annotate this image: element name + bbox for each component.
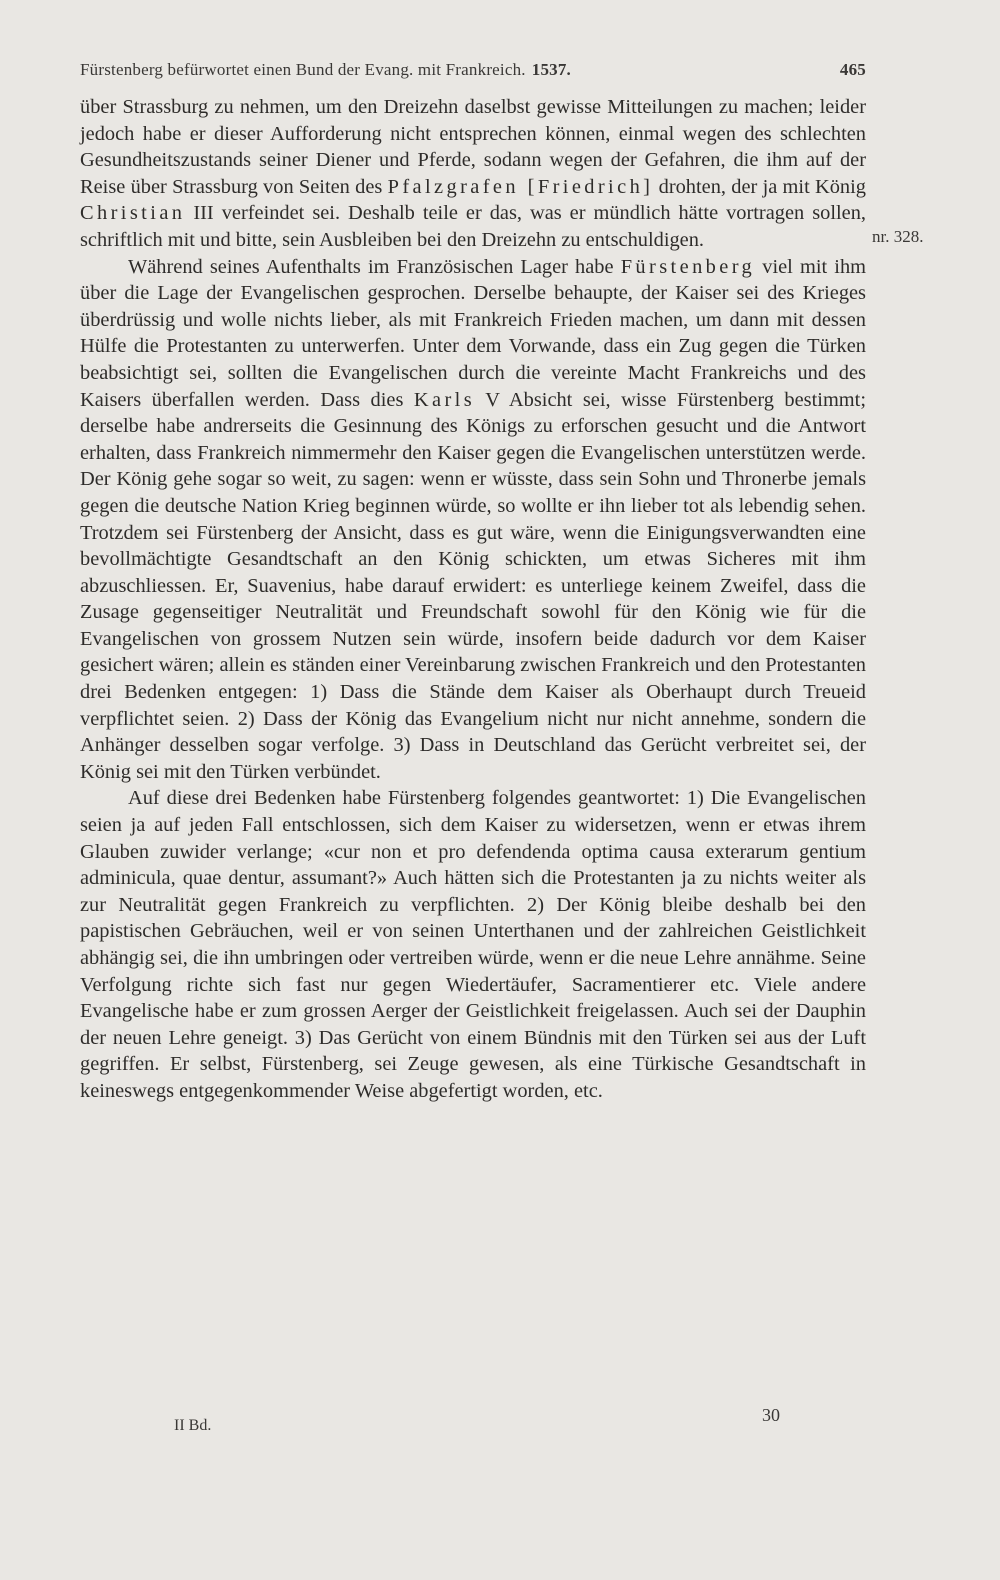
spaced-name: Fürstenberg	[620, 255, 756, 278]
sheet-number: 30	[762, 1405, 780, 1425]
text-run: III verfeindet sei. Deshalb teile er das, was er mündlich hätte vortragen sollen, schriftlich mit und bitte, sein Ausbleiben bei den Dreizehn zu entschuldigen.	[80, 202, 866, 251]
text-run: Während seines Aufenthalts im Französischen Lager habe	[128, 255, 621, 278]
text-run: viel mit ihm über die Lage der Evangelischen gesprochen. Derselbe behaupte, der Kaiser sei des Krieges überdrüssig und wolle nichts lieber, als mit Frankreich Frieden machen, um dann mit dessen Hülfe die Protestanten zu unterwerfen. Unter dem Vorwande, dass ein Zug gegen die Türken beabsichtigt sei, sollten die Evangelischen durch die vereinte Macht Frankreichs und des Kaisers überfallen werden. Dass dies	[80, 255, 867, 411]
margin-note: nr. 328.	[872, 227, 924, 246]
paragraph	[80, 254, 866, 786]
running-header	[80, 60, 866, 94]
text-run: V Absicht sei, wisse Fürstenberg bestimmt; derselbe habe andrerseits die Gesinnung des Königs zu erforschen gesucht und die Antwort erhalten, dass Frankreich nimmermehr den Kaiser gegen die Evangelischen unterstützen werde. Der König gehe sogar so weit, zu sagen: wenn er wüsste, dass sein Sohn und Thronerbe jemals gegen die deutsche Nation Krieg beginnen würde, so wollte er ihn lieber tot als lebendig sehen. Trotzdem sei Fürstenberg der Ansicht, dass es gut wäre, wenn die Einigungsverwandten eine bevollmächtigte Gesandtschaft an den König schickten, um etwas Sicheres mit ihm abzuschliessen. Er, Suavenius, habe darauf erwidert: es unterliege keinem Zweifel, dass die Zusage gegenseitiger Neutralität und Freundschaft sowohl für den König wie für die Evangelischen von grossem Nutzen sein würde, insofern beide dadurch vor dem Kaiser gesichert wären; allein es ständen einer Vereinbarung zwischen Frankreich und den Protestanten drei Bedenken entgegen: 1) Dass die Stände dem Kaiser als Oberhaupt durch Treueid verpflichtet seien. 2) Dass der König das Evangelium nicht nur nicht annehme, sondern die Anhänger desselben sogar verfolge. 3) Dass in Deutschland das Gerücht verbreitet sei, der König sei mit den Türken verbündet.	[80, 388, 866, 783]
spaced-name: [Friedrich]	[518, 175, 654, 198]
spaced-name: Pfalzgrafen	[387, 175, 519, 198]
page-footer	[80, 1405, 866, 1445]
running-title-group	[80, 60, 571, 80]
spaced-name: Karls	[413, 388, 476, 411]
volume-signature: II Bd.	[174, 1417, 212, 1434]
spaced-name: Christian	[80, 202, 186, 225]
body-text	[80, 94, 866, 1105]
text-run: Auf diese drei Bedenken habe Fürstenberg folgendes geantwortet: 1) Die Evangelischen seien ja auf jeden Fall entschlossen, sich dem Kaiser zu widersetzen, wenn er etwas ihrem Glauben zuwider verlange; «cur non et pro defendenda optima causa exterarum gentium adminicula, quae dentur, assumant?» Auch hätten sich die Protestanten ja zu nichts weiter als zur Neutralität gegen Frankreich zu verpflichten. 2) Der König bleibe deshalb bei den papistischen Gebräuchen, weil er von seinen Unterthanen und der zahlreichen Geistlichkeit abhängig sei, die ihn umbringen oder vertreiben würde, wenn er die neue Lehre annähme. Seine Verfolgung richte sich fast nur gegen Wiedertäufer, Sacramentierer etc. Viele andere Evangelische habe er zum grossen Aerger der Geistlichkeit freigelassen. Auch sei der Dauphin der neuen Lehre geneigt. 3) Das Gerücht von einem Bündnis mit den Türken sei aus der Luft gegriffen. Er selbst, Fürstenberg, sei Zeuge gewesen, als eine Türkische Gesandtschaft in keineswegs entgegenkommender Weise abgefertigt worden, etc.	[80, 787, 866, 1102]
book-page	[80, 60, 866, 1540]
text-run: über Strassburg zu nehmen, um den Dreizehn daselbst gewisse Mitteilungen zu machen; leider jedoch habe er dieser Aufforderung nicht entsprechen können, einmal wegen des schlechten Gesundheitszustands seiner Diener und Pferde, sodann wegen der Gefahren, die ihm auf der Reise über Strassburg von Seiten des	[80, 96, 866, 198]
header-year: 1537.	[531, 60, 571, 79]
paragraph	[80, 94, 866, 254]
page-number: 465	[839, 60, 866, 79]
text-run: drohten, der ja mit König	[653, 175, 866, 198]
running-title: Fürstenberg befürwortet einen Bund der Evang. mit Frankreich.	[80, 60, 526, 79]
paragraph	[80, 785, 866, 1104]
